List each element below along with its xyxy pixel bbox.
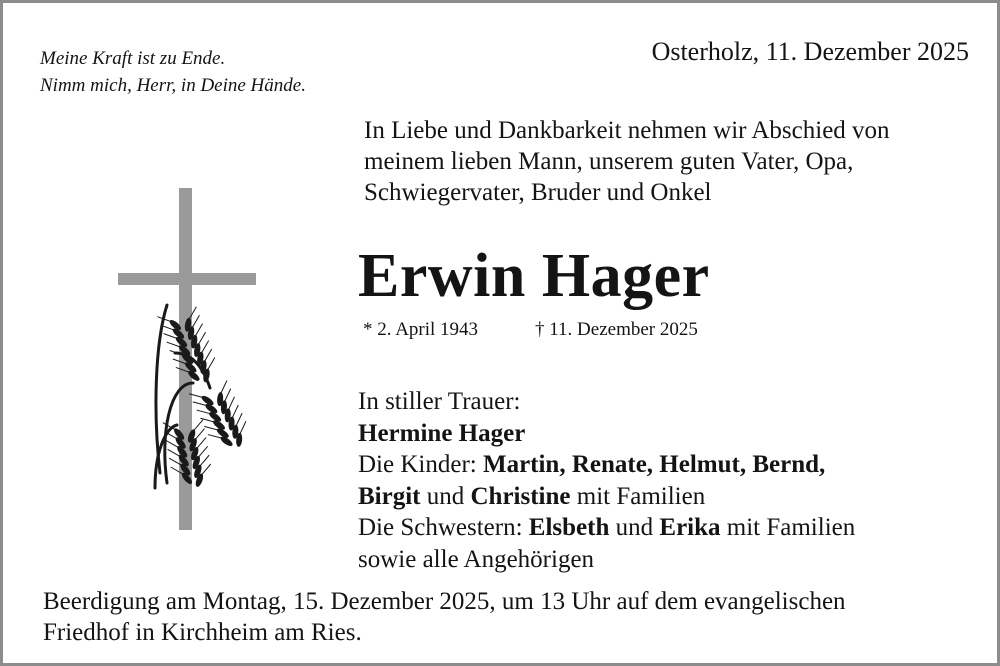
children-line-2 [358, 481, 855, 513]
verse-line-2: Nimm mich, Herr, in Deine Hände. [40, 75, 306, 96]
spouse-name: Hermine Hager [358, 419, 526, 447]
wheat-icon [155, 303, 255, 492]
verse [40, 45, 306, 99]
with-families-text: mit Familien [720, 514, 856, 541]
intro-line-2: meinem lieben Mann, unserem guten Vater, Opa, [364, 148, 854, 175]
burial-info [43, 586, 846, 648]
child-christine: Christine [470, 482, 571, 510]
verse-line-1: Meine Kraft ist zu Ende. [40, 48, 226, 69]
children-label: Die Kinder: [358, 451, 483, 478]
death-date: † 11. Dezember 2025 [535, 319, 698, 340]
mourners-heading: In stiller Trauer: [358, 388, 521, 415]
intro-line-1: In Liebe und Dankbarkeit nehmen wir Abschied von [364, 117, 890, 144]
children-line [358, 449, 855, 481]
mourners-list [358, 386, 855, 575]
relatives-line: sowie alle Angehörigen [358, 545, 595, 573]
intro-text [364, 115, 890, 208]
sister-elsbeth: Elsbeth [528, 514, 610, 541]
sisters-line [358, 512, 855, 544]
with-families-text: mit Familien [570, 482, 706, 510]
sisters-label: Die Schwestern: [358, 514, 529, 541]
deceased-name: Erwin Hager [358, 242, 710, 310]
children-names: Martin, Renate, Helmut, Bernd, [482, 451, 826, 478]
sister-erika: Erika [659, 514, 721, 541]
burial-line-1: Beerdigung am Montag, 15. Dezember 2025, um 13 Uhr auf dem evangelischen [43, 588, 846, 615]
conjunction: und [420, 482, 471, 510]
child-birgit: Birgit [358, 482, 421, 510]
cross-with-wheat-icon [115, 183, 265, 533]
birth-date: * 2. April 1943 [363, 319, 479, 340]
place-and-date: Osterholz, 11. Dezember 2025 [651, 37, 969, 66]
intro-line-3: Schwiegervater, Bruder und Onkel [364, 179, 712, 206]
conjunction: und [609, 514, 660, 541]
burial-line-2: Friedhof in Kirchheim am Ries. [43, 619, 362, 646]
